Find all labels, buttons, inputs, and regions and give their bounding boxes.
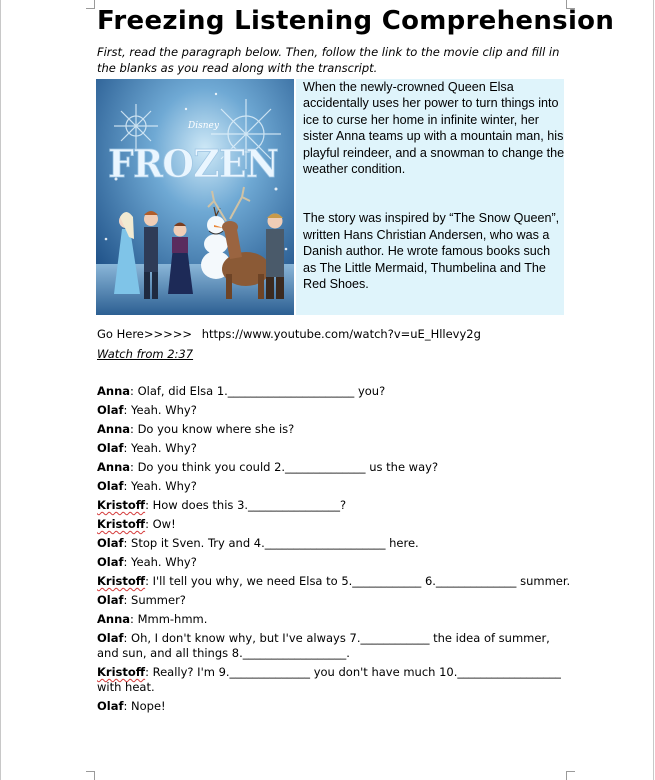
speaker-name: Olaf [97,403,124,417]
dialogue-line [97,403,572,418]
speaker-name: Kristoff [97,517,146,531]
line-text: : Really? I'm 9.______________ you don't have much 10.__________________ with heat. [97,665,561,694]
line-text: : Yeah. Why? [123,479,197,493]
speaker-name: Olaf [97,479,124,493]
poster-brand: Disney [188,121,219,131]
speaker-name: Kristoff [97,665,146,679]
transcript [97,384,572,718]
link-line [97,327,481,341]
line-text: : Oh, I don't know why, but I've always 7.____________ the idea of summer, and sun, and all things 8.__________________. [97,631,550,660]
margin-mark-bottom-right [566,771,575,780]
dialogue-line [97,536,572,551]
speaker-name: Olaf [97,555,124,569]
dialogue-line [97,593,572,608]
dialogue-line [97,517,572,532]
document-title: Freezing Listening Comprehension [97,6,615,36]
line-text: : How does this 3.________________? [145,498,347,512]
speaker-name: Kristoff [97,498,146,512]
line-text: : Do you think you could 2.______________ us the way? [130,460,439,474]
margin-mark-top-left [86,0,95,9]
speaker-name: Kristoff [97,574,146,588]
description-text [303,79,565,292]
dialogue-line [97,699,572,714]
dialogue-line [97,422,572,437]
line-text: : Nope! [123,699,166,713]
speaker-name: Olaf [97,593,124,607]
dialogue-line [97,574,572,589]
dialogue-line [97,384,572,399]
dialogue-line [97,555,572,570]
line-text: : Yeah. Why? [123,555,197,569]
line-text: : Ow! [145,517,176,531]
description-paragraph-1: When the newly-crowned Queen Elsa accidentally uses her power to turn things into ice to curse her home in infinite winter, her sister Anna teams up with a mountain man, his playful reindeer, and a snowman to change the weather condition. [303,80,565,177]
dialogue-line [97,631,572,661]
line-text: : Yeah. Why? [123,403,197,417]
line-text: : Do you know where she is? [130,422,295,436]
youtube-link[interactable]: https://www.youtube.com/watch?v=uE_Hllevy2g [201,327,481,341]
poster-logo: FROZEN [108,141,279,186]
line-text: : Olaf, did Elsa 1.______________________ you? [130,384,386,398]
dialogue-line [97,460,572,475]
link-prefix: Go Here>>>>> [97,327,193,341]
margin-mark-bottom-left [86,771,95,780]
speaker-name: Anna [97,460,131,474]
instructions-text: First, read the paragraph below. Then, follow the link to the movie clip and fill in the blanks as you read along with the transcript. [97,45,560,75]
page-border-right [653,0,654,780]
line-text: : Mmm-hmm. [130,612,208,626]
line-text: : Stop it Sven. Try and 4._____________________ here. [123,536,419,550]
speaker-name: Olaf [97,631,124,645]
speaker-name: Anna [97,422,131,436]
dialogue-line [97,665,572,695]
frozen-poster-image [96,79,294,315]
line-text: : Yeah. Why? [123,441,197,455]
description-paragraph-2: The story was inspired by “The Snow Queen”, written Hans Christian Andersen, who was a Danish author. He wrote famous books such as The Little Mermaid, Thumbelina and The Red Shoes. [303,211,560,292]
dialogue-line [97,441,572,456]
speaker-name: Anna [97,384,131,398]
speaker-name: Anna [97,612,131,626]
dialogue-line [97,612,572,627]
page-border-left [0,0,1,780]
speaker-name: Olaf [97,536,124,550]
line-text: : Summer? [123,593,186,607]
speaker-name: Olaf [97,699,124,713]
dialogue-line [97,479,572,494]
line-text: : I'll tell you why, we need Elsa to 5.____________ 6.______________ summer. [145,574,571,588]
speaker-name: Olaf [97,441,124,455]
dialogue-line [97,498,572,513]
watch-from-note: Watch from 2:37 [97,347,194,361]
